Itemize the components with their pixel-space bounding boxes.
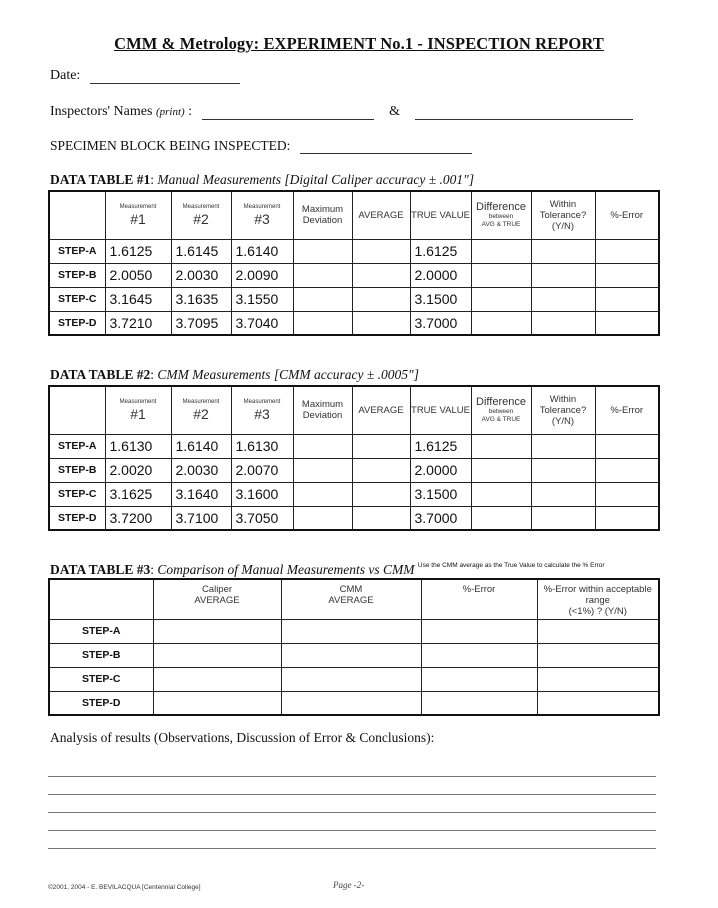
- caliper-average-cell[interactable]: [153, 691, 281, 715]
- cmm-average-cell[interactable]: [281, 643, 421, 667]
- max-deviation-cell[interactable]: [293, 458, 352, 482]
- percent-error-cell[interactable]: [595, 434, 659, 458]
- specimen-label: SPECIMEN BLOCK BEING INSPECTED:: [50, 138, 291, 153]
- table2-header-error: %-Error: [595, 386, 659, 434]
- step-label: STEP-A: [49, 434, 105, 458]
- measurement-3-cell[interactable]: 3.7040: [231, 311, 293, 335]
- measurement-1-cell[interactable]: 1.6130: [105, 434, 171, 458]
- table2-header-diff: Difference between AVG & TRUE: [471, 386, 531, 434]
- percent-error-cell[interactable]: [595, 239, 659, 263]
- table1-caption-title: DATA TABLE #1: [50, 172, 151, 187]
- measurement-1-cell[interactable]: 2.0050: [105, 263, 171, 287]
- percent-error-cell[interactable]: [595, 482, 659, 506]
- measurement-3-cell[interactable]: 1.6140: [231, 239, 293, 263]
- average-cell[interactable]: [352, 506, 410, 530]
- table2-header-m2: Measurement #2: [171, 386, 231, 434]
- table1-header-maxdev: Maximum Deviation: [293, 191, 352, 239]
- percent-error-cell[interactable]: [421, 667, 537, 691]
- table-row: [49, 239, 659, 263]
- table-row: [49, 287, 659, 311]
- step-label: STEP-B: [49, 643, 153, 667]
- true-value-cell[interactable]: 2.0000: [410, 263, 471, 287]
- difference-cell[interactable]: [471, 434, 531, 458]
- percent-error-cell[interactable]: [421, 619, 537, 643]
- analysis-label: Analysis of results (Observations, Discussion of Error & Conclusions):: [50, 730, 435, 745]
- table1-header-error: %-Error: [595, 191, 659, 239]
- table2-caption-colon: :: [150, 367, 155, 382]
- table1-caption: [50, 172, 474, 188]
- within-tolerance-cell[interactable]: [531, 239, 595, 263]
- page-number: Page -2-: [333, 880, 365, 890]
- difference-cell[interactable]: [471, 506, 531, 530]
- cmm-average-cell[interactable]: [281, 619, 421, 643]
- specimen-field[interactable]: [300, 139, 472, 154]
- table-row: [49, 619, 659, 643]
- step-label: STEP-A: [49, 619, 153, 643]
- date-row: [50, 68, 240, 84]
- percent-error-cell[interactable]: [595, 263, 659, 287]
- max-deviation-cell[interactable]: [293, 287, 352, 311]
- true-value-cell[interactable]: 3.7000: [410, 506, 471, 530]
- percent-error-cell[interactable]: [595, 287, 659, 311]
- table1-header-true: TRUE VALUE: [410, 191, 471, 239]
- table-row: [49, 458, 659, 482]
- step-label: STEP-D: [49, 311, 105, 335]
- measurement-3-cell[interactable]: 3.1550: [231, 287, 293, 311]
- measurement-3-cell[interactable]: 3.1600: [231, 482, 293, 506]
- measurement-2-cell[interactable]: 3.1640: [171, 482, 231, 506]
- table3-header-error: %-Error: [421, 579, 537, 619]
- measurement-3-cell[interactable]: 3.7050: [231, 506, 293, 530]
- within-tolerance-cell[interactable]: [531, 506, 595, 530]
- average-cell[interactable]: [352, 311, 410, 335]
- step-label: STEP-C: [49, 287, 105, 311]
- table-row: [49, 506, 659, 530]
- within-tolerance-cell[interactable]: [531, 263, 595, 287]
- inspectors-row: [50, 104, 633, 120]
- table2-caption-desc: CMM Measurements [CMM accuracy ± .0005"]: [157, 367, 419, 382]
- cmm-average-cell[interactable]: [281, 667, 421, 691]
- average-cell[interactable]: [352, 434, 410, 458]
- measurement-2-cell[interactable]: 3.7095: [171, 311, 231, 335]
- average-cell[interactable]: [352, 287, 410, 311]
- measurement-1-cell[interactable]: 3.1625: [105, 482, 171, 506]
- table2-caption: [50, 367, 419, 383]
- table-row: [49, 482, 659, 506]
- measurement-2-cell[interactable]: 3.1635: [171, 287, 231, 311]
- table2-header-true: TRUE VALUE: [410, 386, 471, 434]
- step-label: STEP-D: [49, 506, 105, 530]
- table1-caption-colon: :: [150, 172, 155, 187]
- data-table-1: [48, 190, 660, 336]
- table2-header-within: Within Tolerance? (Y/N): [531, 386, 595, 434]
- table3-caption: [50, 562, 662, 578]
- difference-cell[interactable]: [471, 239, 531, 263]
- true-value-cell[interactable]: 1.6125: [410, 434, 471, 458]
- table1-header-average: AVERAGE: [352, 191, 410, 239]
- cmm-average-cell[interactable]: [281, 691, 421, 715]
- measurement-2-cell[interactable]: 1.6145: [171, 239, 231, 263]
- table3-caption-desc: Comparison of Manual Measurements vs CMM: [157, 562, 415, 577]
- data-table-2: [48, 385, 660, 531]
- analysis-line[interactable]: [48, 848, 656, 849]
- measurement-3-cell[interactable]: 2.0070: [231, 458, 293, 482]
- table1-header-diff: Difference between AVG & TRUE: [471, 191, 531, 239]
- step-label: STEP-C: [49, 667, 153, 691]
- within-tolerance-cell[interactable]: [531, 287, 595, 311]
- step-label: STEP-C: [49, 482, 105, 506]
- measurement-2-cell[interactable]: 3.7100: [171, 506, 231, 530]
- table2-header-m3: Measurement #3: [231, 386, 293, 434]
- max-deviation-cell[interactable]: [293, 263, 352, 287]
- true-value-cell[interactable]: 3.1500: [410, 287, 471, 311]
- table3-header-caliper: Caliper AVERAGE: [153, 579, 281, 619]
- average-cell[interactable]: [352, 239, 410, 263]
- step-label: STEP-A: [49, 239, 105, 263]
- table-row: [49, 667, 659, 691]
- max-deviation-cell[interactable]: [293, 482, 352, 506]
- table3-header-cmm: CMM AVERAGE: [281, 579, 421, 619]
- table1-header-within: Within Tolerance? (Y/N): [531, 191, 595, 239]
- true-value-cell[interactable]: 3.7000: [410, 311, 471, 335]
- table1-caption-desc: Manual Measurements [Digital Caliper accuracy ± .001"]: [157, 172, 475, 187]
- table2-caption-title: DATA TABLE #2: [50, 367, 151, 382]
- inspector-name-field-1[interactable]: [202, 105, 374, 120]
- analysis-line[interactable]: [48, 794, 656, 795]
- table3-header-row: [49, 579, 659, 619]
- inspectors-label: Inspectors' Names: [50, 104, 153, 119]
- difference-cell[interactable]: [471, 263, 531, 287]
- table2-header-row: [49, 386, 659, 434]
- step-label: STEP-D: [49, 691, 153, 715]
- caliper-average-cell[interactable]: [153, 619, 281, 643]
- table2-header-average: AVERAGE: [352, 386, 410, 434]
- difference-cell[interactable]: [471, 458, 531, 482]
- measurement-1-cell[interactable]: 3.7210: [105, 311, 171, 335]
- within-range-cell[interactable]: [537, 667, 659, 691]
- true-value-cell[interactable]: 3.1500: [410, 482, 471, 506]
- table-row: [49, 691, 659, 715]
- true-value-cell[interactable]: 1.6125: [410, 239, 471, 263]
- table2-header-m1: Measurement #1: [105, 386, 171, 434]
- table-row: [49, 434, 659, 458]
- analysis-line[interactable]: [48, 812, 656, 813]
- within-range-cell[interactable]: [537, 691, 659, 715]
- table-row: [49, 263, 659, 287]
- table1-header-blank: [49, 191, 105, 239]
- within-tolerance-cell[interactable]: [531, 458, 595, 482]
- within-tolerance-cell[interactable]: [531, 434, 595, 458]
- footer-copyright: ©2001, 2004 - E. BEVILACQUA [Centennial College]: [48, 884, 201, 891]
- table3-header-range: %-Error within acceptable range (<1%) ? (Y/N): [537, 579, 659, 619]
- step-label: STEP-B: [49, 263, 105, 287]
- max-deviation-cell[interactable]: [293, 239, 352, 263]
- max-deviation-cell[interactable]: [293, 434, 352, 458]
- date-label: Date:: [50, 68, 81, 83]
- difference-cell[interactable]: [471, 287, 531, 311]
- percent-error-cell[interactable]: [595, 506, 659, 530]
- table2-header-maxdev: Maximum Deviation: [293, 386, 352, 434]
- difference-cell[interactable]: [471, 482, 531, 506]
- within-range-cell[interactable]: [537, 619, 659, 643]
- average-cell[interactable]: [352, 263, 410, 287]
- table-row: [49, 643, 659, 667]
- analysis-line[interactable]: [48, 776, 656, 777]
- average-cell[interactable]: [352, 458, 410, 482]
- measurement-1-cell[interactable]: 2.0020: [105, 458, 171, 482]
- within-tolerance-cell[interactable]: [531, 311, 595, 335]
- within-range-cell[interactable]: [537, 643, 659, 667]
- analysis-line[interactable]: [48, 830, 656, 831]
- table3-caption-note: Use the CMM average as the True Value to calculate the % Error: [417, 562, 605, 569]
- inspectors-colon: :: [188, 104, 193, 119]
- table3-header-blank: [49, 579, 153, 619]
- measurement-1-cell[interactable]: 3.7200: [105, 506, 171, 530]
- page-title: CMM & Metrology: EXPERIMENT No.1 - INSPECTION REPORT: [114, 34, 604, 53]
- date-field[interactable]: [90, 69, 240, 84]
- max-deviation-cell[interactable]: [293, 506, 352, 530]
- table1-header-m3: Measurement #3: [231, 191, 293, 239]
- max-deviation-cell[interactable]: [293, 311, 352, 335]
- data-table-3: [48, 578, 660, 716]
- percent-error-cell[interactable]: [421, 643, 537, 667]
- table3-caption-colon: :: [150, 562, 155, 577]
- table1-header-m1: Measurement #1: [105, 191, 171, 239]
- specimen-row: [50, 138, 472, 154]
- percent-error-cell[interactable]: [595, 458, 659, 482]
- step-label: STEP-B: [49, 458, 105, 482]
- caliper-average-cell[interactable]: [153, 667, 281, 691]
- inspector-name-field-2[interactable]: [415, 105, 633, 120]
- table2-header-blank: [49, 386, 105, 434]
- percent-error-cell[interactable]: [595, 311, 659, 335]
- difference-cell[interactable]: [471, 311, 531, 335]
- measurement-3-cell[interactable]: 2.0090: [231, 263, 293, 287]
- measurement-2-cell[interactable]: 2.0030: [171, 458, 231, 482]
- measurement-3-cell[interactable]: 1.6130: [231, 434, 293, 458]
- measurement-2-cell[interactable]: 1.6140: [171, 434, 231, 458]
- percent-error-cell[interactable]: [421, 691, 537, 715]
- ampersand: &: [389, 104, 400, 119]
- measurement-1-cell[interactable]: 3.1645: [105, 287, 171, 311]
- caliper-average-cell[interactable]: [153, 643, 281, 667]
- measurement-2-cell[interactable]: 2.0030: [171, 263, 231, 287]
- average-cell[interactable]: [352, 482, 410, 506]
- inspectors-print-note: (print): [155, 106, 185, 118]
- within-tolerance-cell[interactable]: [531, 482, 595, 506]
- true-value-cell[interactable]: 2.0000: [410, 458, 471, 482]
- table-row: [49, 311, 659, 335]
- table1-header-row: [49, 191, 659, 239]
- table3-caption-title: DATA TABLE #3: [50, 562, 151, 577]
- table1-header-m2: Measurement #2: [171, 191, 231, 239]
- measurement-1-cell[interactable]: 1.6125: [105, 239, 171, 263]
